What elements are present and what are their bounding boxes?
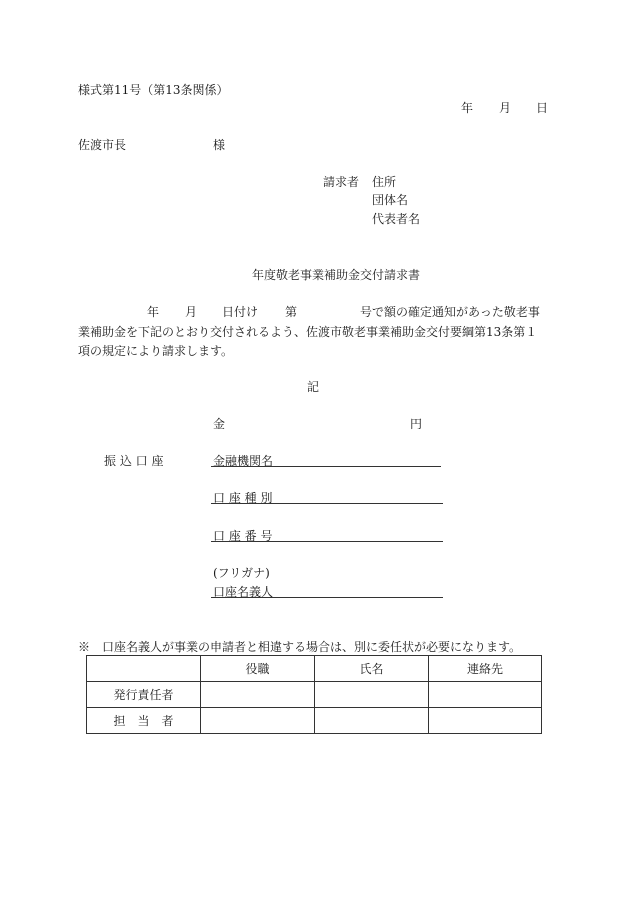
- issuer-position-cell[interactable]: [201, 682, 315, 708]
- body-line2: 業補助金を下記のとおり交付されるよう、佐渡市敬老事業補助金交付要綱第13条第１: [78, 325, 538, 339]
- requester-label: 請求者: [323, 175, 360, 189]
- row-label-issuer: 発行責任者: [87, 682, 201, 708]
- body-month: 月: [185, 305, 198, 319]
- body-line3: 項の規定により請求します。: [78, 344, 234, 358]
- requester-rep: 代表者名: [372, 212, 421, 226]
- amount-unit: 円: [410, 417, 423, 431]
- body-year: 年: [147, 305, 160, 319]
- contacts-table: [86, 655, 542, 734]
- amount-label: 金: [213, 417, 226, 431]
- staff-position-cell[interactable]: [201, 708, 315, 734]
- body-line1-rest: 号で額の確定通知があった敬老事: [360, 305, 540, 319]
- bank-section-label: 振 込 口 座: [104, 454, 164, 468]
- account-number-label: 口 座 番 号: [213, 529, 273, 543]
- row-label-staff: 担 当 者: [87, 708, 201, 734]
- date-year: 年: [461, 101, 474, 115]
- body-dai: 第: [285, 305, 298, 319]
- document-title: 年度敬老事業補助金交付請求書: [252, 268, 421, 282]
- issuer-contact-cell[interactable]: [429, 682, 542, 708]
- account-number-line: [211, 541, 443, 542]
- bank-institution-line: [211, 466, 441, 467]
- bank-institution-label: 金融機関名: [213, 454, 274, 468]
- ki-heading: 記: [307, 380, 320, 394]
- account-type-label: 口 座 種 別: [213, 491, 273, 505]
- holder-note: ※ 口座名義人が事業の申請者と相違する場合は、別に委任状が必要になります。: [78, 640, 522, 654]
- addressee-name: 佐渡市長: [78, 138, 127, 152]
- account-holder-label: 口座名義人: [213, 585, 274, 599]
- table-row: [87, 682, 542, 708]
- requester-address: 住所: [372, 175, 397, 189]
- account-type-line: [211, 503, 443, 504]
- table-row: [87, 708, 542, 734]
- body-dated: 日付け: [222, 305, 259, 319]
- addressee-honorific: 様: [213, 138, 226, 152]
- account-holder-line: [211, 597, 443, 598]
- table-header-cell: [87, 656, 201, 682]
- date-day: 日: [536, 101, 549, 115]
- table-header-cell: 氏名: [315, 656, 429, 682]
- form-label: 様式第11号（第13条関係）: [78, 83, 229, 97]
- staff-contact-cell[interactable]: [429, 708, 542, 734]
- table-header-cell: 役職: [201, 656, 315, 682]
- table-header-cell: 連絡先: [429, 656, 542, 682]
- furigana-label: (フリガナ): [213, 566, 270, 580]
- date-month: 月: [499, 101, 512, 115]
- staff-name-cell[interactable]: [315, 708, 429, 734]
- requester-org: 団体名: [372, 193, 409, 207]
- issuer-name-cell[interactable]: [315, 682, 429, 708]
- table-header-row: [87, 656, 542, 682]
